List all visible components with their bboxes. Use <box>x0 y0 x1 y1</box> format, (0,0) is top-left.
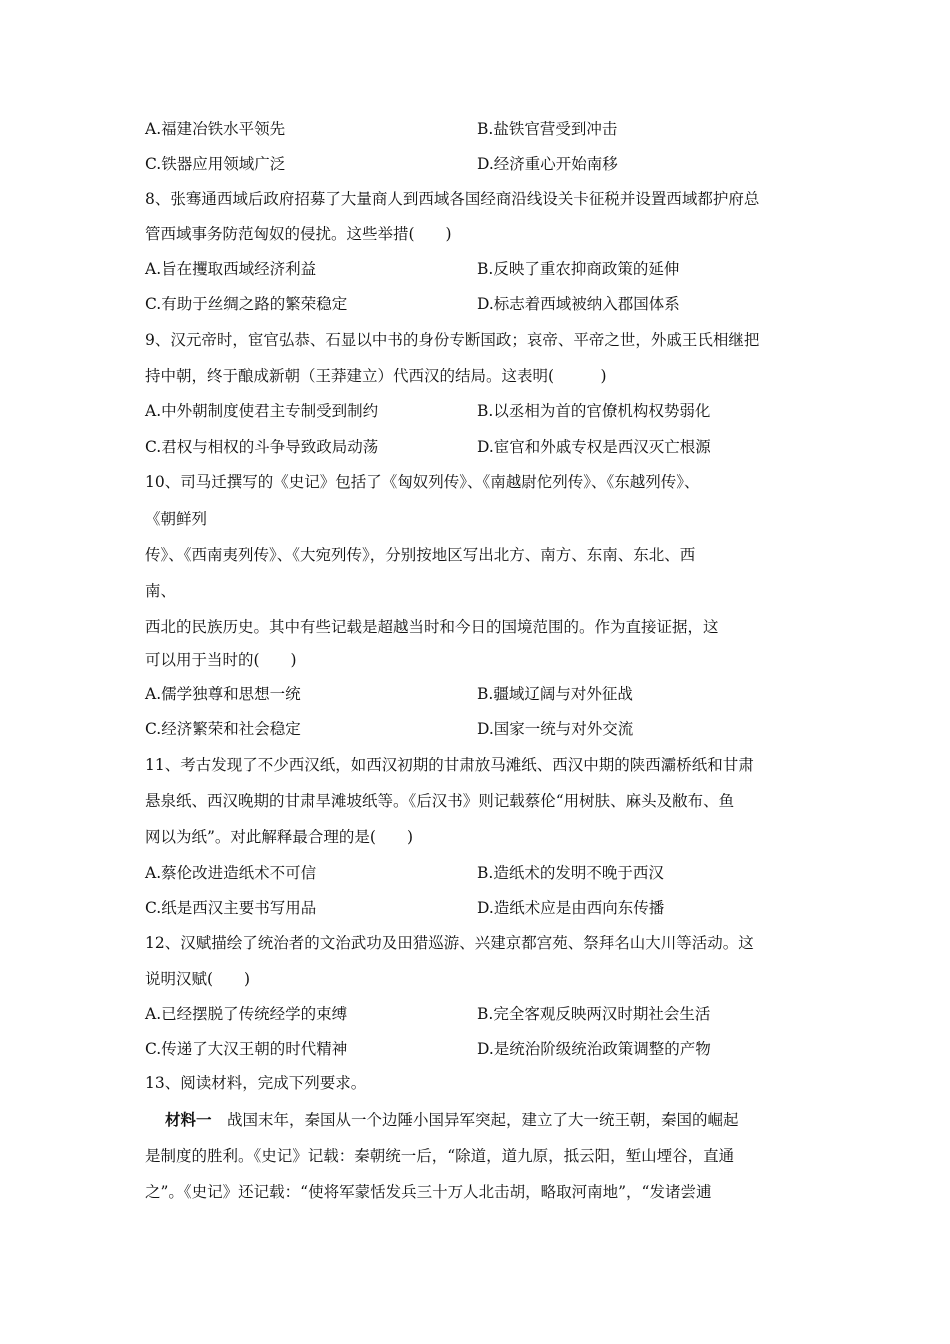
q11-option-b: B.造纸术的发明不晚于西汉 <box>477 864 664 882</box>
q10-stem-line1: 10、司马迁撰写的《史记》包括了《匈奴列传》、《南越尉佗列传》、《东越列传》、 <box>145 473 700 491</box>
q13-stem-line1: 13、阅读材料，完成下列要求。 <box>145 1074 367 1092</box>
q11-stem-line2: 悬泉纸、西汉晚期的甘肃旱滩坡纸等。《后汉书》则记载蔡伦“用树肤、麻头及敝布、鱼 <box>145 792 735 810</box>
material-text: 战国末年，秦国从一个边陲小国异军突起，建立了大一统王朝，秦国的崛起 <box>211 1111 739 1129</box>
q9-option-b: B.以丞相为首的官僚机构权势弱化 <box>477 402 711 420</box>
q8-option-b: B.反映了重农抑商政策的延伸 <box>477 260 680 278</box>
q10-stem-line5: 西北的民族历史。其中有些记载是超越当时和今日的国境范围的。作为直接证据，这 <box>145 618 719 636</box>
material-label: 材料一 <box>165 1110 212 1129</box>
q12-option-d: D.是统治阶级统治政策调整的产物 <box>477 1040 711 1058</box>
q7-option-a: A.福建冶铁水平领先 <box>145 120 286 138</box>
q10-option-d: D.国家一统与对外交流 <box>477 720 634 738</box>
q10-stem-line4: 南、 <box>145 582 177 600</box>
q10-stem-line2: 《朝鲜列 <box>145 510 208 528</box>
q9-option-a: A.中外朝制度使君主专制受到制约 <box>145 402 379 420</box>
q9-option-c: C.君权与相权的斗争导致政局动荡 <box>145 438 379 456</box>
q9-stem-line2: 持中朝，终于酿成新朝（王莽建立）代西汉的结局。这表明( ) <box>145 367 607 385</box>
q8-option-d: D.标志着西域被纳入郡国体系 <box>477 295 680 313</box>
q11-stem-line3: 网以为纸”。对此解释最合理的是( ) <box>145 828 414 846</box>
q7-option-d: D.经济重心开始南移 <box>477 155 618 173</box>
q11-option-d: D.造纸术应是由西向东传播 <box>477 899 665 917</box>
q10-option-a: A.儒学独尊和思想一统 <box>145 685 301 703</box>
q7-option-c: C.铁器应用领域广泛 <box>145 155 286 173</box>
q7-option-b: B.盐铁官营受到冲击 <box>477 120 618 138</box>
q8-stem-line2: 管西域事务防范匈奴的侵扰。这些举措( ) <box>145 225 452 243</box>
q9-stem-line1: 9、汉元帝时，宦官弘恭、石显以中书的身份专断国政；哀帝、平帝之世，外戚王氏相继把 <box>145 331 760 349</box>
q10-option-c: C.经济繁荣和社会稳定 <box>145 720 301 738</box>
q12-option-c: C.传递了大汉王朝的时代精神 <box>145 1040 348 1058</box>
q8-option-c: C.有助于丝绸之路的繁荣稳定 <box>145 295 348 313</box>
q8-option-a: A.旨在攫取西域经济利益 <box>145 260 317 278</box>
q13-material-line2: 是制度的胜利。《史记》记载：秦朝统一后，“除道，道九原，抵云阳，堑山堙谷，直通 <box>145 1147 735 1165</box>
q8-stem-line1: 8、张骞通西域后政府招募了大量商人到西域各国经商沿线设关卡征税并设置西域都护府总 <box>145 190 760 208</box>
q12-option-b: B.完全客观反映两汉时期社会生活 <box>477 1005 711 1023</box>
q12-option-a: A.已经摆脱了传统经学的束缚 <box>145 1005 348 1023</box>
q11-stem-line1: 11、考古发现了不少西汉纸，如西汉初期的甘肃放马滩纸、西汉中期的陕西灞桥纸和甘肃 <box>145 756 754 774</box>
q10-stem-line3: 传》、《西南夷列传》、《大宛列传》，分别按地区写出北方、南方、东南、东北、西 <box>145 546 696 564</box>
q13-material-line1 <box>165 1110 739 1130</box>
q10-stem-line6: 可以用于当时的( ) <box>145 651 297 669</box>
q11-option-c: C.纸是西汉主要书写用品 <box>145 899 317 917</box>
q10-option-b: B.疆域辽阔与对外征战 <box>477 685 633 703</box>
q11-option-a: A.蔡伦改进造纸术不可信 <box>145 864 317 882</box>
q9-option-d: D.宦官和外戚专权是西汉灭亡根源 <box>477 438 711 456</box>
q13-material-line3: 之”。《史记》还记载：“使将军蒙恬发兵三十万人北击胡，略取河南地”，“发诸尝逋 <box>145 1183 712 1201</box>
q12-stem-line1: 12、汉赋描绘了统治者的文治武功及田猎巡游、兴建京都宫苑、祭拜名山大川等活动。这 <box>145 934 754 952</box>
q12-stem-line2: 说明汉赋( ) <box>145 970 251 988</box>
